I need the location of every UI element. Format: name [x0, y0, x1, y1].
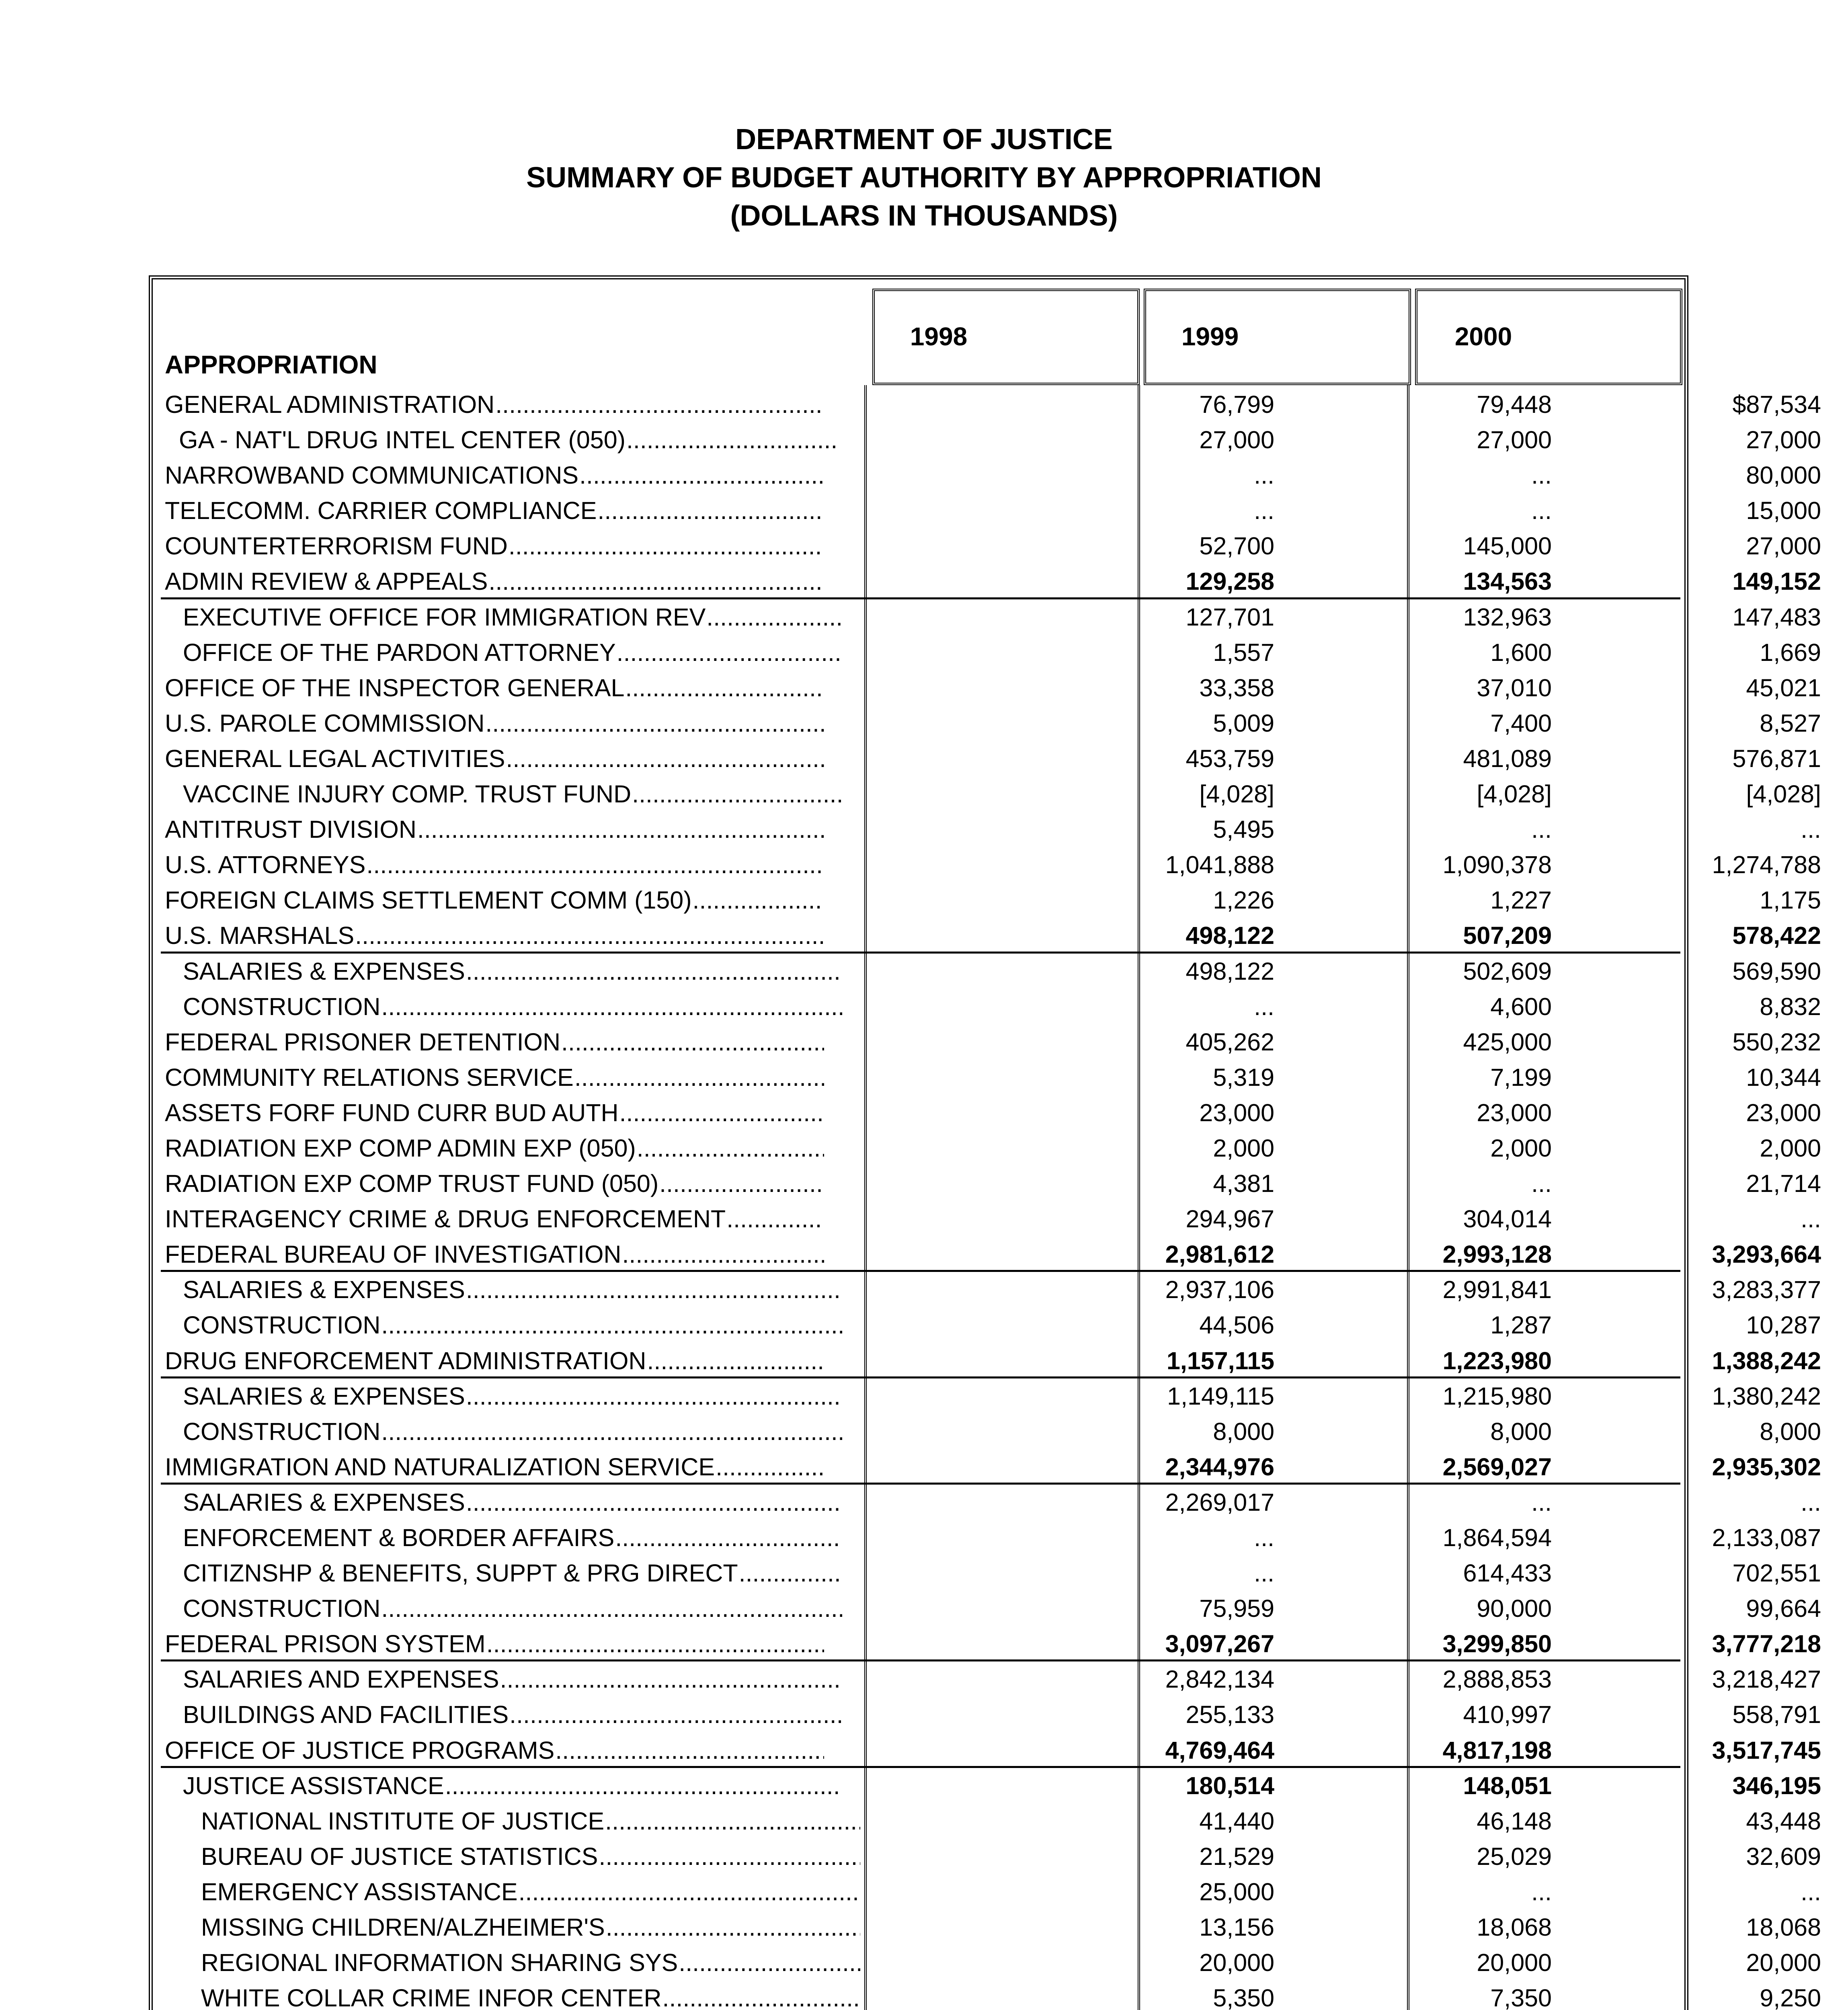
table-row [161, 1661, 1821, 1697]
value-2000: 20,000 [1746, 1949, 1821, 1977]
value-2000: 550,232 [1732, 1028, 1821, 1056]
value-1999: 3,299,850 [1442, 1630, 1552, 1658]
row-label [165, 1733, 824, 1768]
value-1999: 1,287 [1490, 1311, 1552, 1339]
value-2000: 149,152 [1732, 568, 1821, 595]
value-1999: ... [1531, 461, 1552, 489]
row-label-text: WHITE COLLAR CRIME INFOR CENTER [201, 1984, 662, 2010]
value-1998: 2,981,612 [1165, 1241, 1274, 1268]
value-1998: 129,258 [1186, 568, 1274, 595]
value-2000: 576,871 [1732, 745, 1821, 772]
row-label [165, 422, 838, 457]
value-1998: 255,133 [1186, 1701, 1274, 1729]
table-row [161, 528, 1821, 564]
value-1998: 75,959 [1199, 1595, 1274, 1622]
value-2000: 147,483 [1732, 603, 1821, 631]
table-row [161, 1803, 1821, 1839]
value-1998: 1,226 [1213, 886, 1274, 914]
value-1999: 507,209 [1463, 922, 1552, 950]
row-label-text: U.S. ATTORNEYS [165, 851, 366, 879]
row-label [165, 1201, 824, 1237]
value-2000: 23,000 [1746, 1099, 1821, 1126]
row-label-text: ADMIN REVIEW & APPEALS [165, 568, 488, 595]
value-1999: 1,090,378 [1442, 851, 1552, 879]
table-row [161, 1980, 1821, 2010]
row-label [165, 1414, 842, 1449]
value-1998: 13,156 [1199, 1914, 1274, 1941]
row-label [165, 812, 824, 847]
row-label-text: CONSTRUCTION [183, 1595, 381, 1622]
appropriation-header: APPROPRIATION [165, 350, 377, 379]
value-1999: ... [1531, 1488, 1552, 1516]
row-label [165, 954, 842, 989]
value-1998: 20,000 [1199, 1949, 1274, 1977]
value-2000: 1,380,242 [1712, 1382, 1821, 1410]
value-2000: 32,609 [1746, 1842, 1821, 1870]
value-2000: 10,344 [1746, 1063, 1821, 1091]
table-row [161, 1520, 1821, 1555]
value-1999: 90,000 [1477, 1595, 1552, 1622]
value-1999: 18,068 [1477, 1914, 1552, 1941]
value-1999: 79,448 [1477, 391, 1552, 418]
table-row [161, 493, 1821, 528]
table-row [161, 422, 1821, 457]
row-label [165, 1520, 842, 1555]
row-label-text: BUILDINGS AND FACILITIES [183, 1701, 509, 1729]
value-1999: 132,963 [1463, 603, 1552, 631]
table-row [161, 1024, 1821, 1060]
row-label-text: COMMUNITY RELATIONS SERVICE [165, 1063, 574, 1091]
table-row [161, 1130, 1821, 1166]
table-row [161, 1378, 1821, 1414]
value-1999: ... [1531, 1878, 1552, 1905]
value-1999: ... [1531, 816, 1552, 843]
value-1998: 4,769,464 [1165, 1736, 1274, 1764]
table-row [161, 1414, 1821, 1449]
table-row [161, 1307, 1821, 1343]
value-1998: ... [1254, 993, 1274, 1020]
value-1998: 180,514 [1186, 1772, 1274, 1799]
row-label-text: CONSTRUCTION [183, 1417, 381, 1445]
value-1998: 5,495 [1213, 816, 1274, 843]
value-1998: 21,529 [1199, 1842, 1274, 1870]
year-header-1999: 1999 [1181, 322, 1239, 351]
year-header-1998: 1998 [910, 322, 968, 351]
row-label [165, 1697, 842, 1732]
value-2000: 45,021 [1746, 674, 1821, 701]
value-1999: 502,609 [1463, 957, 1552, 985]
row-label [165, 1307, 842, 1343]
row-label-text: SALARIES & EXPENSES [183, 957, 465, 985]
row-label-text: ANTITRUST DIVISION [165, 816, 416, 843]
value-2000: ... [1801, 816, 1821, 843]
row-label-text: OFFICE OF JUSTICE PROGRAMS [165, 1736, 555, 1764]
table-row [161, 1201, 1821, 1237]
value-1999: 1,864,594 [1442, 1524, 1552, 1551]
value-2000: 3,218,427 [1712, 1665, 1821, 1693]
table-row [161, 564, 1821, 599]
value-1999: 7,350 [1490, 1984, 1552, 2010]
row-label [165, 1166, 824, 1201]
table-row [161, 954, 1821, 989]
row-label [165, 1980, 860, 2010]
value-1998: 294,967 [1186, 1205, 1274, 1233]
row-label [165, 1343, 824, 1378]
value-1999: 2,888,853 [1442, 1665, 1552, 1693]
table-row [161, 387, 1821, 422]
value-1998: 1,157,115 [1166, 1347, 1274, 1374]
value-1998: 498,122 [1186, 957, 1274, 985]
row-label [165, 1661, 842, 1697]
value-1998: 127,701 [1186, 603, 1274, 631]
table-row [161, 1910, 1821, 1945]
value-1999: 410,997 [1463, 1701, 1552, 1729]
value-1999: 2,569,027 [1442, 1453, 1552, 1481]
value-1998: 8,000 [1213, 1417, 1274, 1445]
value-1998: 25,000 [1199, 1878, 1274, 1905]
row-label [165, 1130, 824, 1166]
row-label [165, 918, 824, 953]
value-1999: ... [1531, 497, 1552, 525]
value-2000: 27,000 [1746, 426, 1821, 454]
table-row [161, 706, 1821, 741]
value-1999: 20,000 [1477, 1949, 1552, 1977]
value-1999: 425,000 [1463, 1028, 1552, 1056]
table-row [161, 1060, 1821, 1095]
row-label-text: FEDERAL PRISON SYSTEM [165, 1630, 486, 1658]
value-2000: 8,832 [1760, 993, 1821, 1020]
row-label-text: CITIZNSHP & BENEFITS, SUPPT & PRG DIRECT [183, 1559, 738, 1587]
value-1998: ... [1254, 1559, 1274, 1587]
row-label [165, 1839, 860, 1874]
value-1998: 5,009 [1213, 709, 1274, 737]
table-row [161, 1095, 1821, 1130]
table-row [161, 1945, 1821, 1980]
row-label [165, 670, 824, 706]
value-1999: 614,433 [1463, 1559, 1552, 1587]
value-1998: 2,842,134 [1165, 1665, 1274, 1693]
value-1999: 145,000 [1463, 532, 1552, 560]
table-row [161, 1485, 1821, 1520]
value-1998: 405,262 [1186, 1028, 1274, 1056]
value-2000: 8,527 [1760, 709, 1821, 737]
value-2000: 1,669 [1760, 638, 1821, 666]
value-1998: 3,097,267 [1165, 1630, 1274, 1658]
table-row [161, 1697, 1821, 1732]
value-1999: 148,051 [1463, 1772, 1552, 1799]
value-2000: 558,791 [1732, 1701, 1821, 1729]
value-2000: 2,000 [1760, 1134, 1821, 1162]
row-label [165, 528, 824, 564]
value-2000: $87,534 [1732, 391, 1821, 418]
row-label-text: TELECOMM. CARRIER COMPLIANCE [165, 497, 597, 525]
row-label-text: SALARIES & EXPENSES [183, 1276, 465, 1304]
row-label [165, 493, 824, 528]
table-row [161, 1343, 1821, 1378]
table-row [161, 918, 1821, 953]
row-label [165, 387, 824, 422]
value-1999: ... [1531, 1170, 1552, 1198]
row-label [165, 741, 824, 776]
table-row [161, 741, 1821, 776]
table-row [161, 1237, 1821, 1272]
title-line-1: DEPARTMENT OF JUSTICE [735, 123, 1113, 156]
value-1998: 27,000 [1199, 426, 1274, 454]
value-2000: 27,000 [1746, 532, 1821, 560]
row-label [165, 1768, 842, 1803]
row-label-text: ASSETS FORF FUND CURR BUD AUTH [165, 1099, 619, 1126]
row-label [165, 599, 842, 635]
value-1999: 1,223,980 [1442, 1347, 1552, 1374]
row-label [165, 776, 842, 812]
table-row [161, 1166, 1821, 1201]
value-2000: 3,777,218 [1712, 1630, 1821, 1658]
row-label [165, 1555, 842, 1591]
value-2000: 578,422 [1732, 922, 1821, 950]
row-label-text: GA - NAT'L DRUG INTEL CENTER (050) [179, 426, 626, 454]
row-label [165, 989, 842, 1024]
row-label-text: EXECUTIVE OFFICE FOR IMMIGRATION REV [183, 603, 706, 631]
table-row [161, 1839, 1821, 1874]
table-row [161, 635, 1821, 670]
title-line-3: (DOLLARS IN THOUSANDS) [730, 200, 1118, 232]
value-2000: 2,133,087 [1712, 1524, 1821, 1551]
row-label [165, 1378, 842, 1414]
row-label [165, 564, 824, 599]
row-label-text: JUSTICE ASSISTANCE [183, 1772, 444, 1799]
title-line-2: SUMMARY OF BUDGET AUTHORITY BY APPROPRIATION [526, 162, 1322, 194]
value-2000: 21,714 [1746, 1170, 1821, 1198]
row-label-text: DRUG ENFORCEMENT ADMINISTRATION [165, 1347, 646, 1374]
value-1998: 76,799 [1199, 391, 1274, 418]
value-1999: 23,000 [1477, 1099, 1552, 1126]
value-2000: 569,590 [1732, 957, 1821, 985]
row-label [165, 1449, 824, 1485]
row-label-text: REGIONAL INFORMATION SHARING SYS [201, 1949, 678, 1977]
row-label-text: IMMIGRATION AND NATURALIZATION SERVICE [165, 1453, 715, 1481]
value-2000: 10,287 [1746, 1311, 1821, 1339]
row-label-text: FEDERAL BUREAU OF INVESTIGATION [165, 1241, 621, 1268]
row-label [165, 1591, 842, 1626]
value-2000: 1,175 [1760, 886, 1821, 914]
value-1998: ... [1254, 497, 1274, 525]
value-2000: 346,195 [1732, 1772, 1821, 1799]
row-label-text: BUREAU OF JUSTICE STATISTICS [201, 1842, 598, 1870]
row-label [165, 1945, 860, 1980]
row-label-text: RADIATION EXP COMP TRUST FUND (050) [165, 1170, 659, 1198]
value-1999: 7,400 [1490, 709, 1552, 737]
value-2000: 3,293,664 [1712, 1241, 1821, 1268]
row-label-text: OFFICE OF THE PARDON ATTORNEY [183, 638, 616, 666]
row-label-text: ENFORCEMENT & BORDER AFFAIRS [183, 1524, 615, 1551]
value-2000: ... [1801, 1488, 1821, 1516]
row-label-text: COUNTERTERRORISM FUND [165, 532, 508, 560]
value-1999: 1,227 [1490, 886, 1552, 914]
table-row [161, 1272, 1821, 1307]
value-1998: 1,149,115 [1167, 1382, 1274, 1410]
row-label [165, 847, 824, 882]
value-2000: 2,935,302 [1712, 1453, 1821, 1481]
value-1999: 4,600 [1490, 993, 1552, 1020]
value-1999: 2,000 [1490, 1134, 1552, 1162]
value-1998: 33,358 [1199, 674, 1274, 701]
value-2000: ... [1801, 1878, 1821, 1905]
year-header-2000: 2000 [1454, 322, 1512, 351]
row-label [165, 1024, 824, 1060]
table-row [161, 457, 1821, 493]
value-1999: 481,089 [1463, 745, 1552, 772]
row-label-text: FEDERAL PRISONER DETENTION [165, 1028, 561, 1056]
row-label-text: CONSTRUCTION [183, 1311, 381, 1339]
row-label-text: SALARIES AND EXPENSES [183, 1665, 499, 1693]
value-1999: 2,993,128 [1442, 1241, 1552, 1268]
value-1998: 2,344,976 [1165, 1453, 1274, 1481]
value-2000: [4,028] [1746, 780, 1821, 808]
value-1998: 498,122 [1186, 922, 1274, 950]
value-2000: 3,283,377 [1712, 1276, 1821, 1304]
table-row [161, 776, 1821, 812]
document-title [0, 121, 1848, 235]
value-1999: 8,000 [1490, 1417, 1552, 1445]
value-1999: 37,010 [1477, 674, 1552, 701]
value-1999: 134,563 [1463, 568, 1552, 595]
row-label-text: SALARIES & EXPENSES [183, 1488, 465, 1516]
row-label-text: CONSTRUCTION [183, 993, 381, 1020]
table-row [161, 1591, 1821, 1626]
table-row [161, 847, 1821, 882]
value-1999: 4,817,198 [1442, 1736, 1552, 1764]
value-2000: 18,068 [1746, 1914, 1821, 1941]
value-1999: 25,029 [1477, 1842, 1552, 1870]
value-1998: 2,000 [1213, 1134, 1274, 1162]
value-1998: 41,440 [1199, 1807, 1274, 1835]
row-label-text: RADIATION EXP COMP ADMIN EXP (050) [165, 1134, 636, 1162]
row-label [165, 882, 824, 918]
row-label [165, 1060, 824, 1095]
value-1998: 453,759 [1186, 745, 1274, 772]
row-label-text: GENERAL ADMINISTRATION [165, 391, 495, 418]
value-1999: [4,028] [1477, 780, 1552, 808]
value-1999: 1,215,980 [1442, 1382, 1552, 1410]
value-2000: 80,000 [1746, 461, 1821, 489]
value-2000: 99,664 [1746, 1595, 1821, 1622]
table-row [161, 1874, 1821, 1910]
value-1998: 2,937,106 [1165, 1276, 1274, 1304]
row-label-text: NATIONAL INSTITUTE OF JUSTICE [201, 1807, 605, 1835]
value-1998: 23,000 [1199, 1099, 1274, 1126]
row-label-text: EMERGENCY ASSISTANCE [201, 1878, 518, 1905]
value-2000: 3,517,745 [1712, 1736, 1821, 1764]
table-row [161, 1733, 1821, 1768]
row-label [165, 1272, 842, 1307]
row-label-text: OFFICE OF THE INSPECTOR GENERAL [165, 674, 625, 701]
row-label-text: U.S. MARSHALS [165, 922, 355, 950]
value-2000: 15,000 [1746, 497, 1821, 525]
value-1998: 5,319 [1213, 1063, 1274, 1091]
value-1998: 44,506 [1199, 1311, 1274, 1339]
row-label [165, 706, 824, 741]
value-1998: ... [1254, 461, 1274, 489]
row-label [165, 635, 842, 670]
row-label [165, 1626, 824, 1661]
row-label [165, 1237, 824, 1272]
value-2000: 43,448 [1746, 1807, 1821, 1835]
value-1998: 1,557 [1213, 638, 1274, 666]
table-row [161, 989, 1821, 1024]
value-1999: 46,148 [1477, 1807, 1552, 1835]
value-1998: 2,269,017 [1165, 1488, 1274, 1516]
value-1998: 4,381 [1213, 1170, 1274, 1198]
row-label-text: FOREIGN CLAIMS SETTLEMENT COMM (150) [165, 886, 692, 914]
value-1999: 7,199 [1490, 1063, 1552, 1091]
row-label-text: U.S. PAROLE COMMISSION [165, 709, 485, 737]
row-label-text: SALARIES & EXPENSES [183, 1382, 465, 1410]
value-1998: ... [1254, 1524, 1274, 1551]
value-1998: 52,700 [1199, 532, 1274, 560]
row-label [165, 1910, 860, 1945]
row-label-text: VACCINE INJURY COMP. TRUST FUND [183, 780, 632, 808]
row-label [165, 1095, 824, 1130]
value-2000: 1,274,788 [1712, 851, 1821, 879]
value-2000: 9,250 [1760, 1984, 1821, 2010]
value-2000: 702,551 [1732, 1559, 1821, 1587]
value-1999: 1,600 [1490, 638, 1552, 666]
value-2000: 8,000 [1760, 1417, 1821, 1445]
value-1999: 2,991,841 [1442, 1276, 1552, 1304]
value-1998: 5,350 [1213, 1984, 1274, 2010]
value-1999: 304,014 [1463, 1205, 1552, 1233]
table-row [161, 812, 1821, 847]
appropriation-table-body [161, 387, 1821, 2010]
row-label-text: GENERAL LEGAL ACTIVITIES [165, 745, 505, 772]
value-1998: 1,041,888 [1165, 851, 1274, 879]
table-row [161, 1768, 1821, 1803]
value-1999: 27,000 [1477, 426, 1552, 454]
row-label [165, 1485, 842, 1520]
table-row [161, 1626, 1821, 1661]
row-label [165, 1874, 860, 1910]
value-1998: [4,028] [1199, 780, 1274, 808]
value-2000: 1,388,242 [1712, 1347, 1821, 1374]
row-label [165, 1803, 860, 1839]
table-row [161, 1555, 1821, 1591]
row-label-text: MISSING CHILDREN/ALZHEIMER'S [201, 1914, 605, 1941]
table-row [161, 670, 1821, 706]
table-row [161, 1449, 1821, 1485]
row-label-text: NARROWBAND COMMUNICATIONS [165, 461, 579, 489]
row-label-text: INTERAGENCY CRIME & DRUG ENFORCEMENT [165, 1205, 726, 1233]
table-row [161, 882, 1821, 918]
value-2000: ... [1801, 1205, 1821, 1233]
table-row [161, 599, 1821, 635]
row-label [165, 457, 824, 493]
